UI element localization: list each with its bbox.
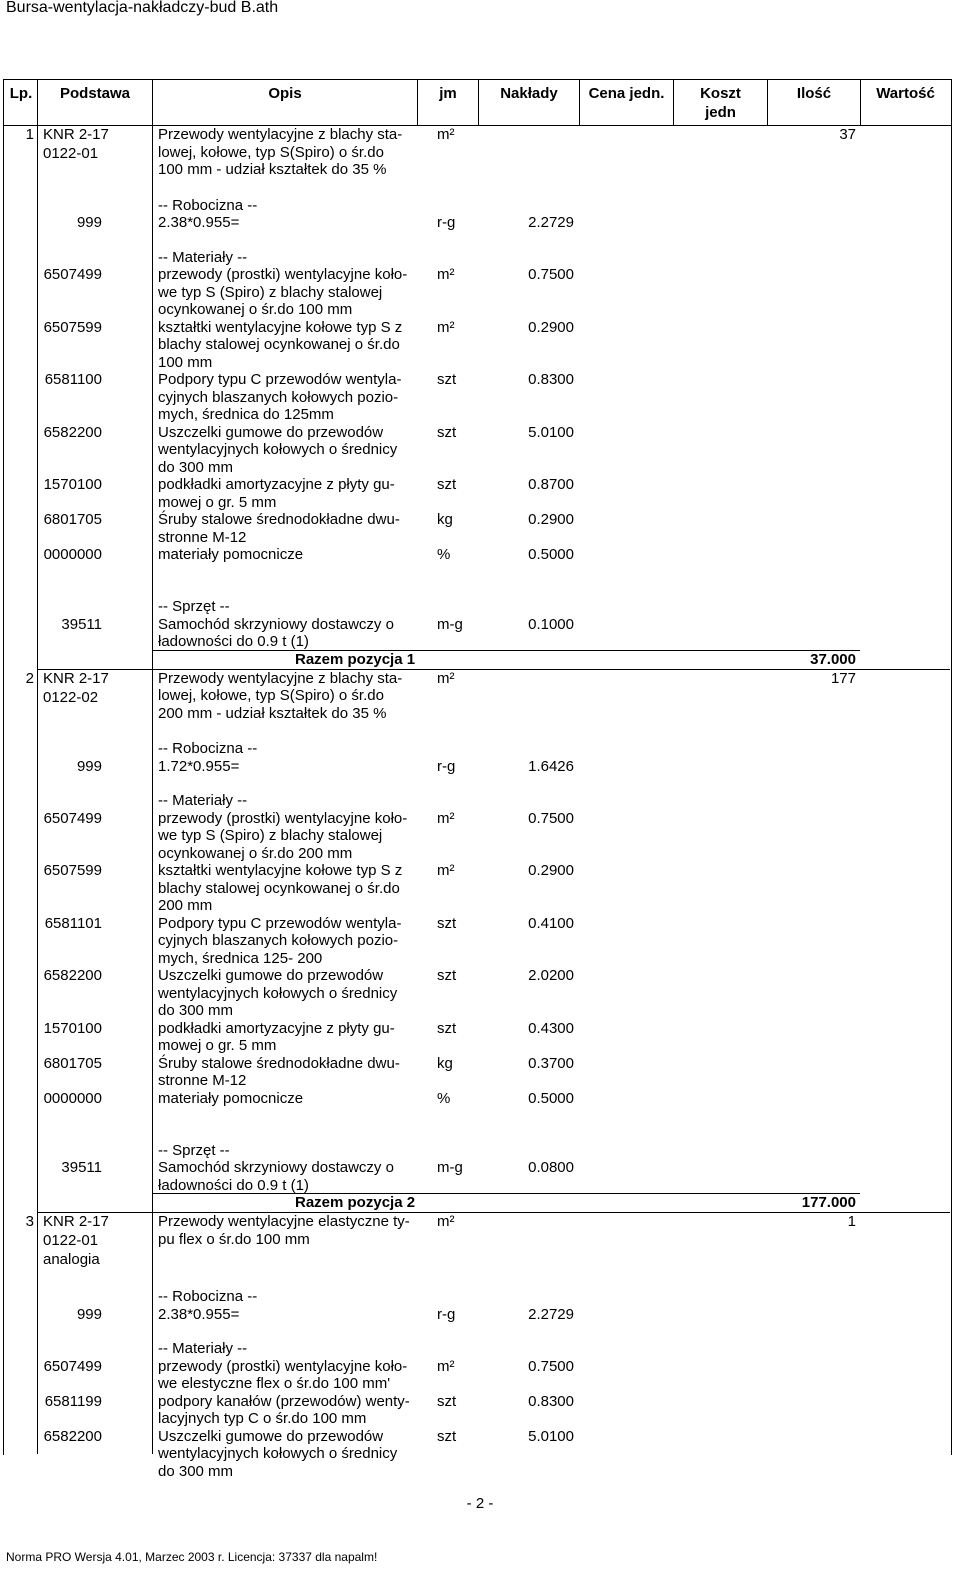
subtotal-divider — [153, 1193, 860, 1194]
position-quantity: 177 — [830, 669, 856, 687]
item-norm: 2.0200 — [528, 967, 574, 984]
item-norm: 5.0100 — [528, 1427, 574, 1445]
item-norm: 2.2729 — [528, 214, 574, 231]
item-unit: % — [437, 546, 451, 563]
item-description: Uszczelki gumowe do przewodów — [158, 967, 384, 984]
item-description: mowej o gr. 5 mm — [158, 1037, 277, 1054]
header-jm: jm — [439, 85, 457, 102]
item-code: 6801705 — [43, 511, 102, 528]
item-description: do 300 mm — [158, 1462, 234, 1480]
header-naklady: Nakłady — [500, 85, 558, 102]
footer: Norma PRO Wersja 4.01, Marzec 2003 r. Licencja: 37337 dla napalm! — [6, 1550, 378, 1564]
item-unit: szt — [437, 1392, 457, 1410]
item-description: 2.38*0.955= — [158, 214, 240, 231]
item-description: we typ S (Spiro) z blachy stalowej — [158, 827, 383, 844]
position-basis: KNR 2-17 — [43, 669, 109, 687]
item-description: ocynkowanej o śr.do 100 mm — [158, 301, 353, 318]
item-description: Uszczelki gumowe do przewodów — [158, 423, 384, 441]
item-description: 1.72*0.955= — [158, 757, 240, 775]
item-description: 2.38*0.955= — [158, 1305, 240, 1323]
item-unit: szt — [437, 371, 457, 388]
position-basis: KNR 2-17 — [43, 1213, 109, 1230]
page-number: - 2 - — [466, 1495, 494, 1512]
item-norm: 0.5000 — [528, 546, 574, 563]
cost-table — [3, 79, 952, 1455]
item-norm: 0.4300 — [528, 1019, 574, 1037]
item-description: 100 mm — [158, 353, 213, 371]
item-norm: 0.1000 — [528, 615, 574, 633]
item-description: mych, średnica 125- 200 — [158, 949, 323, 967]
item-description: stronne M-12 — [158, 528, 247, 546]
item-description: do 300 mm — [158, 1002, 234, 1019]
item-norm: 5.0100 — [528, 423, 574, 441]
item-norm: 0.8700 — [528, 476, 574, 493]
item-unit: szt — [437, 967, 457, 984]
item-code: 6507599 — [43, 318, 102, 336]
item-code: 6801705 — [43, 1054, 102, 1072]
item-description: Śruby stalowe średnodokładne dwu- — [158, 1054, 400, 1072]
item-description: przewody (prostki) wentylacyjne koło- — [158, 809, 408, 827]
item-unit: m² — [437, 318, 455, 336]
item-description: wentylacyjnych kołowych o średnicy — [158, 1445, 398, 1462]
item-description: podkładki amortyzacyjne z płyty gu- — [158, 1019, 395, 1037]
item-code: 999 — [76, 1305, 102, 1323]
position-description: Przewody wentylacyjne elastyczne ty- — [158, 1213, 410, 1230]
section-label: -- Sprzęt -- — [158, 598, 230, 615]
subtotal-quantity: 37.000 — [810, 650, 856, 668]
item-norm: 0.3700 — [528, 1054, 574, 1072]
section-label: -- Materiały -- — [158, 792, 248, 809]
item-code: 1570100 — [43, 476, 102, 493]
item-code: 39511 — [61, 615, 102, 633]
position-unit: m² — [437, 126, 455, 143]
item-description: przewody (prostki) wentylacyjne koło- — [158, 1357, 408, 1375]
item-norm: 0.7500 — [528, 266, 574, 283]
section-label: -- Materiały -- — [158, 248, 248, 266]
item-description: podkładki amortyzacyjne z płyty gu- — [158, 476, 395, 493]
item-description: blachy stalowej ocynkowanej o śr.do — [158, 336, 400, 353]
item-unit: m² — [437, 862, 455, 879]
item-description: podpory kanałów (przewodów) wenty- — [158, 1392, 410, 1410]
item-description: kształtki wentylacyjne kołowe typ S z — [158, 318, 403, 336]
item-description: przewody (prostki) wentylacyjne koło- — [158, 266, 408, 283]
header-wartosc: Wartość — [876, 85, 935, 102]
item-code: 6581101 — [44, 914, 102, 932]
header-lp: Lp. — [9, 85, 33, 102]
item-norm: 0.4100 — [528, 914, 574, 932]
item-code: 0000000 — [43, 1089, 102, 1107]
column-divider — [152, 79, 153, 1454]
item-unit: m-g — [437, 1159, 463, 1176]
item-code: 6581199 — [44, 1392, 102, 1410]
item-unit: m-g — [437, 615, 463, 633]
item-norm: 0.2900 — [528, 318, 574, 336]
position-number: 1 — [25, 126, 34, 143]
item-code: 39511 — [61, 1159, 102, 1176]
item-norm: 2.2729 — [528, 1305, 574, 1323]
item-description: materiały pomocnicze — [158, 546, 304, 563]
item-code: 6507499 — [43, 266, 102, 283]
header-ilosc: Ilość — [796, 85, 832, 102]
header-koszt: Koszt — [700, 85, 741, 102]
item-norm: 1.6426 — [528, 757, 574, 775]
item-norm: 0.8300 — [528, 1392, 574, 1410]
item-description: lacyjnych typ C o śr.do 100 mm — [158, 1410, 367, 1427]
header-podstawa: Podstawa — [59, 85, 131, 102]
position-number: 3 — [25, 1213, 34, 1230]
item-description: Podpory typu C przewodów wentyla- — [158, 371, 402, 388]
position-description: lowej, kołowe, typ S(Spiro) o śr.do — [158, 143, 384, 161]
item-description: Samochód skrzyniowy dostawczy o — [158, 1159, 394, 1176]
item-description: ocynkowanej o śr.do 200 mm — [158, 844, 353, 862]
position-quantity: 37 — [839, 126, 856, 143]
subtotal-label: Razem pozycja 2 — [295, 1194, 416, 1211]
item-unit: m² — [437, 266, 455, 283]
item-code: 999 — [76, 757, 102, 775]
position-basis: 0122-01 — [43, 1232, 99, 1249]
position-basis: 0122-02 — [43, 688, 99, 706]
item-description: we typ S (Spiro) z blachy stalowej — [158, 283, 383, 301]
item-description: mych, średnica do 125mm — [158, 406, 334, 423]
position-unit: m² — [437, 669, 455, 687]
position-description: 200 mm - udział kształtek do 35 % — [158, 704, 387, 722]
section-label: -- Robocizna -- — [158, 196, 258, 214]
section-label: -- Materiały -- — [158, 1340, 248, 1357]
item-unit: m² — [437, 809, 455, 827]
item-code: 6507599 — [43, 862, 102, 879]
item-norm: 0.8300 — [528, 371, 574, 388]
subtotal-quantity: 177.000 — [801, 1194, 856, 1211]
position-description: 100 mm - udział kształtek do 35 % — [158, 161, 387, 178]
item-code: 0000000 — [43, 546, 102, 563]
item-unit: szt — [437, 423, 457, 441]
item-code: 1570100 — [43, 1019, 102, 1037]
item-description: kształtki wentylacyjne kołowe typ S z — [158, 862, 403, 879]
item-norm: 0.2900 — [528, 862, 574, 879]
item-unit: r-g — [437, 214, 456, 231]
position-description: Przewody wentylacyjne z blachy sta- — [158, 126, 403, 143]
item-unit: szt — [437, 914, 457, 932]
item-unit: % — [437, 1089, 451, 1107]
subtotal-divider — [153, 650, 860, 651]
section-label: -- Sprzęt -- — [158, 1141, 230, 1159]
item-unit: kg — [437, 511, 453, 528]
item-unit: szt — [437, 476, 457, 493]
position-number: 2 — [25, 669, 34, 687]
document-title: Bursa-wentylacja-nakładczy-bud B.ath — [6, 0, 279, 16]
item-description: blachy stalowej ocynkowanej o śr.do — [158, 879, 400, 897]
item-code: 6507499 — [43, 1357, 102, 1375]
item-description: Śruby stalowe średnodokładne dwu- — [158, 511, 400, 528]
item-unit: r-g — [437, 1305, 456, 1323]
item-description: Samochód skrzyniowy dostawczy o — [158, 615, 394, 633]
item-norm: 0.0800 — [528, 1159, 574, 1176]
position-description: Przewody wentylacyjne z blachy sta- — [158, 669, 403, 687]
item-description: stronne M-12 — [158, 1072, 247, 1089]
position-basis: KNR 2-17 — [43, 126, 109, 143]
item-norm: 0.2900 — [528, 511, 574, 528]
header-opis: Opis — [268, 85, 302, 102]
item-description: 200 mm — [158, 897, 213, 914]
position-basis: 0122-01 — [43, 145, 99, 162]
item-description: do 300 mm — [158, 458, 234, 476]
item-unit: szt — [437, 1019, 457, 1037]
position-description: pu flex o śr.do 100 mm — [158, 1230, 310, 1248]
item-description: wentylacyjnych kołowych o średnicy — [158, 441, 398, 458]
item-description: cyjnych blaszanych kołowych pozio- — [158, 932, 399, 949]
item-norm: 0.7500 — [528, 1357, 574, 1375]
section-label: -- Robocizna -- — [158, 1288, 258, 1305]
item-description: materiały pomocnicze — [158, 1089, 304, 1107]
item-description: Podpory typu C przewodów wentyla- — [158, 914, 402, 932]
item-description: ładowności do 0.9 t (1) — [158, 1176, 309, 1194]
item-description: Uszczelki gumowe do przewodów — [158, 1427, 384, 1445]
item-code: 6582200 — [43, 967, 102, 984]
item-code: 6507499 — [43, 809, 102, 827]
item-description: ładowności do 0.9 t (1) — [158, 633, 309, 650]
header-cena: Cena jedn. — [588, 85, 665, 102]
item-unit: m² — [437, 1357, 455, 1375]
item-description: cyjnych blaszanych kołowych pozio- — [158, 388, 399, 406]
item-code: 999 — [76, 214, 102, 231]
item-norm: 0.5000 — [528, 1089, 574, 1107]
item-unit: r-g — [437, 757, 456, 775]
item-description: mowej o gr. 5 mm — [158, 493, 277, 511]
subtotal-label: Razem pozycja 1 — [295, 650, 416, 668]
position-quantity: 1 — [847, 1213, 856, 1230]
item-code: 6582200 — [43, 1427, 102, 1445]
item-description: wentylacyjnych kołowych o średnicy — [158, 984, 398, 1002]
header-koszt: jedn — [705, 104, 736, 121]
item-unit: kg — [437, 1054, 453, 1072]
item-norm: 0.7500 — [528, 809, 574, 827]
item-description: we elestyczne flex o śr.do 100 mm' — [158, 1375, 391, 1392]
section-label: -- Robocizna -- — [158, 740, 258, 757]
item-code: 6582200 — [43, 423, 102, 441]
item-unit: szt — [437, 1427, 457, 1445]
item-code: 6581100 — [44, 371, 102, 388]
position-basis: analogia — [43, 1251, 100, 1268]
position-unit: m² — [437, 1213, 455, 1230]
position-description: lowej, kołowe, typ S(Spiro) o śr.do — [158, 687, 384, 704]
